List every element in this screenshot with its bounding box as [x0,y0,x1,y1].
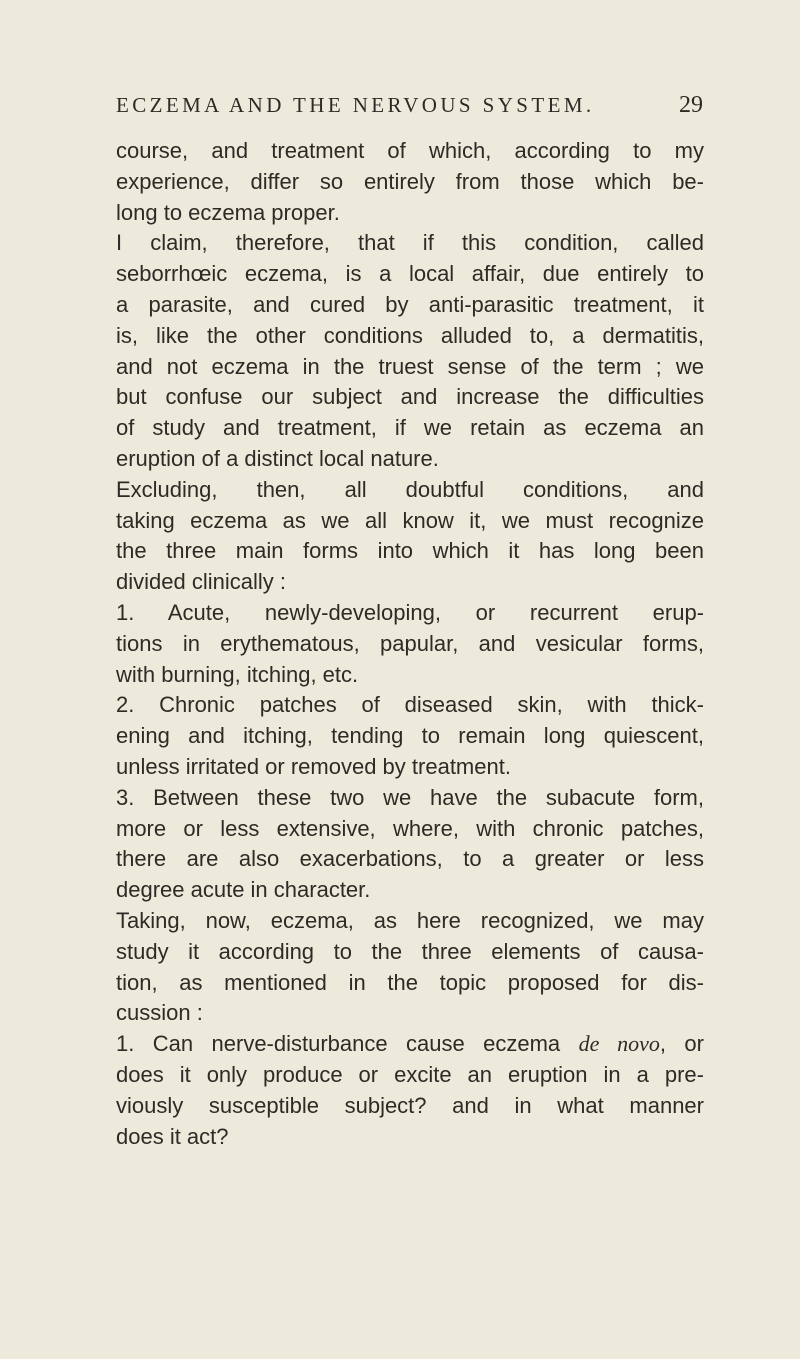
text-line: but confuse our subject and increase the difficulties [116,384,704,410]
text-line: does it only produce or excite an eruption in a pre- [116,1061,704,1087]
text-segment: 1. Can nerve-disturbance cause eczema [116,1031,579,1057]
text-line [116,1029,704,1060]
text-line: there are also exacerbations, to a greater or less [116,846,704,872]
text-line: 2. Chronic patches of diseased skin, with thick- [116,692,704,718]
text-line: the three main forms into which it has long been [116,538,704,564]
text-line: with burning, itching, etc. [116,661,359,687]
italic-phrase: de novo [578,1031,660,1057]
text-line: does it act? [116,1123,229,1149]
text-segment: , or [659,1031,704,1057]
text-line: a parasite, and cured by anti-parasitic treatment, it [116,291,704,317]
text-line: I claim, therefore, that if this condition, called [116,230,704,256]
text-line: more or less extensive, where, with chronic patches, [116,815,704,841]
running-head [116,93,703,123]
text-line: 3. Between these two we have the subacute form, [116,784,704,810]
text-line: unless irritated or removed by treatment. [116,753,511,779]
text-line: Taking, now, eczema, as here recognized, we may [116,907,704,933]
text-line: cussion : [116,1000,203,1026]
text-line: course, and treatment of which, according to my [116,138,704,163]
text-line: viously susceptible subject? and in what manner [116,1092,704,1118]
text-line: experience, differ so entirely from those which be- [116,168,704,194]
text-line: Excluding, then, all doubtful conditions, and [116,476,704,502]
text-line: 1. Acute, newly-developing, or recurrent erup- [116,599,704,625]
text-line: tions in erythematous, papular, and vesicular forms, [116,630,704,656]
text-line: is, like the other conditions alluded to, a dermatitis, [116,322,704,348]
text-line: divided clinically : [116,569,286,595]
text-line: seborrhœic eczema, is a local affair, due entirely to [116,261,704,287]
text-line: long to eczema proper. [116,199,340,225]
text-line: eruption of a distinct local nature. [116,445,439,471]
text-line: taking eczema as we all know it, we must recognize [116,507,704,533]
body-text [116,136,704,1152]
text-line: of study and treatment, if we retain as eczema an [116,415,704,441]
text-line: ening and itching, tending to remain long quiescent, [116,723,704,749]
text-line: degree acute in character. [116,877,371,903]
text-line: tion, as mentioned in the topic proposed for dis- [116,969,704,995]
text-line: and not eczema in the truest sense of the term ; we [116,353,704,379]
text-line: study it according to the three elements of causa- [116,938,704,964]
running-title: ECZEMA AND THE NERVOUS SYSTEM. [116,93,595,117]
page-number: 29 [679,92,703,118]
